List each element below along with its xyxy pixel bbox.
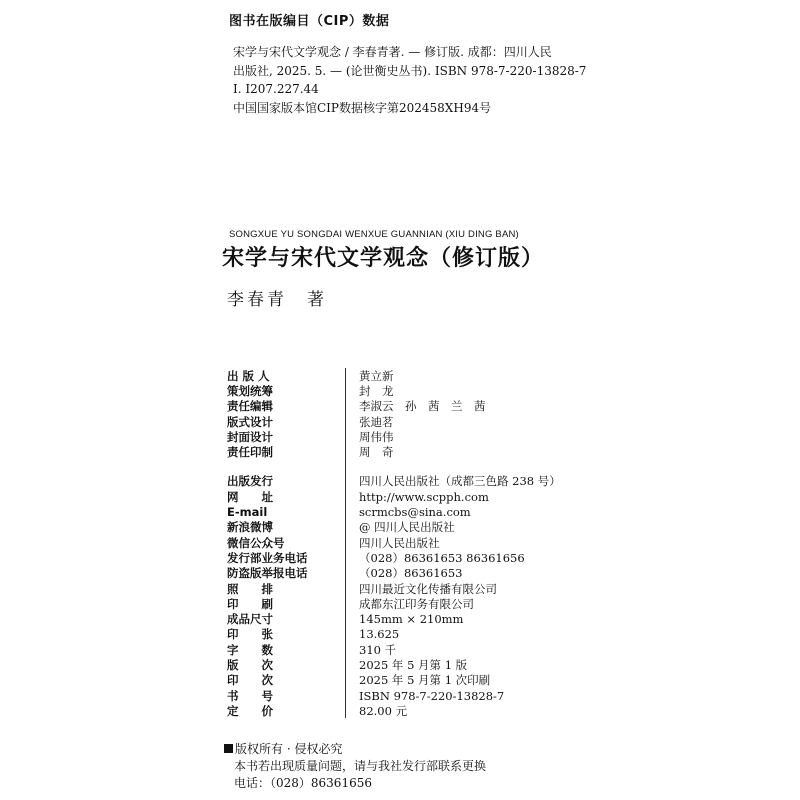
info-row [227,489,607,504]
info-label: 版式设计 [227,414,273,429]
publication-info [227,368,607,719]
info-value: @ 四川人民出版社 [359,520,455,535]
info-label: 印 张 [227,627,273,642]
info-label: 出版发行 [227,474,273,489]
author-role: 著 [307,290,327,310]
info-row [227,414,607,429]
info-value: 封 龙 [359,383,394,398]
info-label: 印 次 [227,673,273,688]
info-label: 防盗版举报电话 [227,566,308,581]
info-row [227,399,607,414]
info-label: 印 刷 [227,596,273,611]
info-row [227,642,607,657]
info-value: 145mm × 210mm [359,612,464,627]
info-label: 字 数 [227,642,273,657]
info-row [227,596,607,611]
info-row [227,657,607,672]
info-label: 成品尺寸 [227,612,273,627]
info-label: 网 址 [227,489,273,504]
cip-line: 出版社, 2025. 5. — (论世衡史丛书). ISBN 978-7-220-13828-7 [233,63,587,78]
info-value: 周 奇 [359,445,394,460]
info-row [227,504,607,519]
cip-line: 中国国家版本馆CIP数据核字第202458XH94号 [233,100,492,115]
info-row [227,688,607,703]
info-value: scrmcbs@sina.com [359,505,471,520]
group-spacer [227,460,607,474]
info-row [227,581,607,596]
info-value: 13.625 [359,627,400,642]
info-value: 四川最近文化传播有限公司 [359,581,497,596]
info-label: 责任编辑 [227,399,273,414]
info-row [227,611,607,626]
info-label: 责任印制 [227,445,273,460]
info-row [227,535,607,550]
info-row [227,474,607,489]
author-name: 李春青 [227,290,287,310]
info-label: E-mail [227,505,268,520]
black-square-icon [224,744,233,753]
info-value: 82.00 元 [359,703,408,718]
info-row [227,520,607,535]
info-row [227,444,607,459]
info-row [227,703,607,718]
info-label: 封面设计 [227,429,273,444]
notice-heading-text: 版权所有 · 侵权必究 [235,742,343,756]
info-value: 2025 年 5 月第 1 版 [359,658,468,672]
info-value: 四川人民出版社 [359,535,440,550]
info-row [227,550,607,565]
book-author [227,285,327,310]
info-row [227,383,607,398]
info-label: 新浪微博 [227,520,273,535]
info-value: 成都东江印务有限公司 [359,596,474,611]
info-value: 四川人民出版社（成都三色路 238 号） [359,474,561,489]
info-label: 发行部业务电话 [227,550,308,565]
cip-line: Ⅰ. I207.227.44 [233,82,319,96]
info-value: ISBN 978-7-220-13828-7 [359,688,505,703]
info-value: （028）86361653 [359,566,463,581]
info-row [227,627,607,642]
notice-line: 电话：（028）86361656 [234,776,372,790]
info-label: 书 号 [227,688,273,703]
cip-line: 宋学与宋代文学观念 / 李春青著. — 修订版. 成都：四川人民 [233,45,552,59]
info-row [227,566,607,581]
info-row [227,368,607,383]
info-row [227,429,607,444]
info-value: 周伟伟 [359,429,394,444]
info-value: （028）86361653 86361656 [359,550,525,565]
notice-line: 本书若出现质量问题，请与我社发行部联系更换 [234,759,487,773]
info-label: 照 排 [227,581,273,596]
book-title-pinyin: SONGXUE YU SONGDAI WENXUE GUANNIAN (XIU DING BAN) [229,229,519,240]
info-label: 定 价 [227,703,273,718]
info-value: 2025 年 5 月第 1 次印刷 [359,673,491,688]
info-value: 李淑云 孙 茜 兰 茜 [359,399,486,414]
info-value: 310 千 [359,642,397,657]
copyright-notice [224,741,486,792]
info-label: 策划统筹 [227,383,273,398]
info-value: 黄立新 [359,368,394,383]
info-row [227,673,607,688]
notice-heading [224,741,486,758]
info-label: 出 版 人 [227,368,270,383]
info-value: http://www.scpph.com [359,489,489,504]
cip-heading: 图书在版编目（CIP）数据 [229,14,390,29]
cip-record [233,43,587,117]
info-value: 张迪茗 [359,414,394,429]
info-label: 版 次 [227,658,273,672]
info-label: 微信公众号 [227,535,285,550]
book-title: 宋学与宋代文学观念（修订版） [222,245,545,271]
